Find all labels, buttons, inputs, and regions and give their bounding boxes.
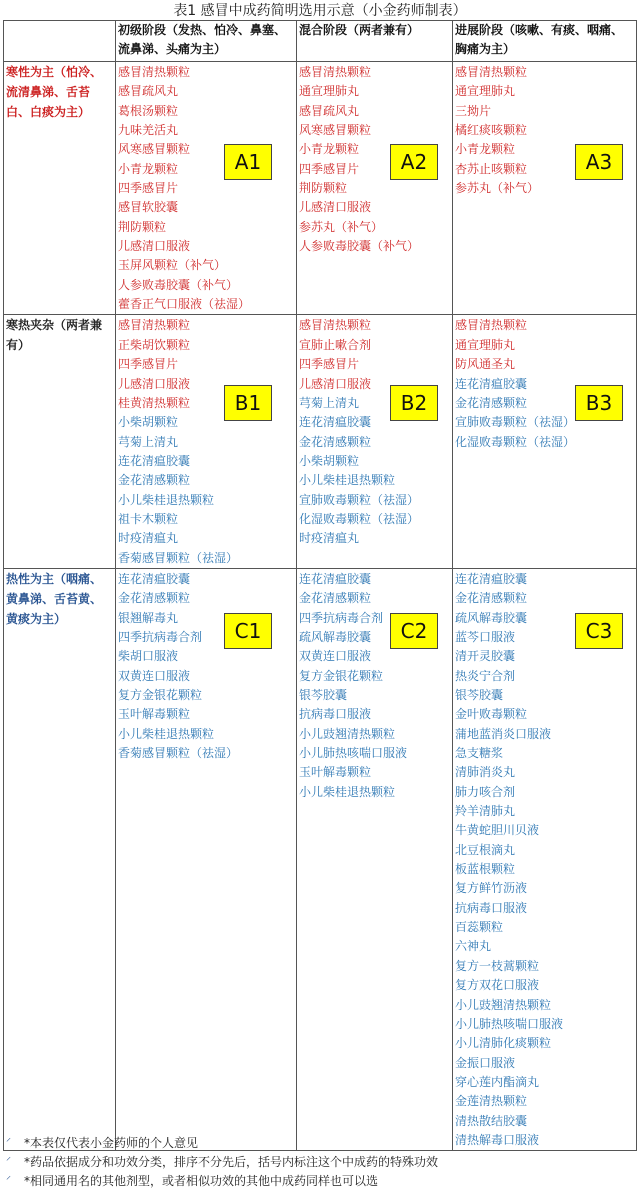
medicine-item: 风寒感冒颗粒 <box>118 142 191 157</box>
medicine-item: 感冒疏风丸 <box>299 103 360 118</box>
cell-C2 <box>297 568 453 1150</box>
medicine-item: 柴胡口服液 <box>118 649 179 664</box>
medicine-item: 四季感冒片 <box>299 161 360 176</box>
medicine-item: 金叶败毒颗粒 <box>455 707 528 722</box>
medicine-item: 清热解毒口服液 <box>455 1132 540 1147</box>
medicine-item: 双黄连口服液 <box>299 649 372 664</box>
medicine-item: 复方一枝蒿颗粒 <box>455 958 540 973</box>
table-title: 表1 感冒中成药简明选用示意（小金药师制表） <box>173 3 467 19</box>
medicine-item: 玉叶解毒颗粒 <box>118 707 191 722</box>
medicine-item: 感冒清热颗粒 <box>299 318 372 333</box>
medicine-item: 时疫清瘟丸 <box>118 531 179 546</box>
header-advanced-stage: 进展阶段（咳嗽、有痰、咽痛、胸痛为主） <box>453 21 637 62</box>
medicine-item: 儿感清口服液 <box>299 200 372 215</box>
medicine-item: 荆防颗粒 <box>118 219 167 234</box>
medicine-item: 三拗片 <box>455 103 492 118</box>
medicine-item: 时疫清瘟丸 <box>299 531 360 546</box>
note-mark-icon: ⸍ <box>6 1137 11 1148</box>
row-label-hot: 热性为主（咽痛、黄鼻涕、舌苔黄、黄痰为主） <box>4 568 116 1150</box>
medicine-item: 双黄连口服液 <box>118 668 191 683</box>
medicine-item: 小柴胡颗粒 <box>299 453 360 468</box>
medicine-item: 通宣理肺丸 <box>455 337 516 352</box>
cell-A1 <box>116 62 297 315</box>
medicine-item: 清热散结胶囊 <box>455 1113 528 1128</box>
tag-B1: B1 <box>224 385 272 421</box>
tag-A1: A1 <box>224 144 272 180</box>
medicine-item: 清开灵胶囊 <box>455 649 516 664</box>
medicine-item: 银芩胶囊 <box>455 688 504 702</box>
footnote <box>6 1172 636 1191</box>
medicine-item: 抗病毒口服液 <box>455 900 528 915</box>
medicine-item: 羚羊清肺丸 <box>455 804 516 819</box>
medicine-item: 百蕊颗粒 <box>455 920 504 935</box>
row-mixed-type <box>4 315 637 568</box>
cell-A2 <box>297 62 453 315</box>
med-list <box>455 570 634 1150</box>
medicine-item: 急支糖浆 <box>455 746 504 761</box>
medicine-item: 连花清瘟胶囊 <box>455 571 528 586</box>
medicine-item: 化湿败毒颗粒（祛湿） <box>455 434 576 449</box>
med-list-blue <box>118 413 294 568</box>
medicine-table <box>3 20 637 1151</box>
medicine-item: 荆防颗粒 <box>299 181 348 196</box>
tag-B3: B3 <box>575 385 623 421</box>
medicine-item: 抗病毒口服液 <box>299 707 372 722</box>
cell-B3 <box>453 315 637 568</box>
medicine-item: 金花清感颗粒 <box>118 591 191 606</box>
cell-C3 <box>453 568 637 1150</box>
medicine-item: 藿香正气口服液（祛湿） <box>118 297 251 312</box>
header-mixed-stage: 混合阶段（两者兼有） <box>297 21 453 62</box>
medicine-item: 参苏丸（补气） <box>299 219 384 234</box>
medicine-item: 防风通圣丸 <box>455 357 516 372</box>
header-initial-stage: 初级阶段（发热、怕冷、鼻塞、流鼻涕、头痛为主） <box>116 21 297 62</box>
medicine-item: 感冒清热颗粒 <box>118 318 191 333</box>
cell-A3 <box>453 62 637 315</box>
medicine-item: 桂黄清热颗粒 <box>118 395 191 410</box>
medicine-item: 四季感冒片 <box>118 357 179 372</box>
medicine-item: 北豆根滴丸 <box>455 842 516 857</box>
medicine-item: 穿心莲内酯滴丸 <box>455 1074 540 1089</box>
medicine-item: 金花清感颗粒 <box>299 434 372 449</box>
medicine-item: 芎菊上清丸 <box>299 395 360 410</box>
med-list-red <box>299 316 450 393</box>
medicine-item: 人参败毒胶囊（补气） <box>118 277 239 292</box>
tag-C3: C3 <box>575 613 623 649</box>
medicine-item: 儿感清口服液 <box>118 376 191 391</box>
medicine-item: 板蓝根颗粒 <box>455 862 516 877</box>
medicine-item: 人参败毒胶囊（补气） <box>299 239 420 254</box>
medicine-item: 银芩胶囊 <box>299 688 348 702</box>
footnotes <box>6 1134 636 1191</box>
medicine-item: 感冒疏风丸 <box>118 84 179 99</box>
medicine-item: 金花清感颗粒 <box>455 591 528 606</box>
med-list <box>118 570 294 763</box>
cell-C1 <box>116 568 297 1150</box>
medicine-item: 金振口服液 <box>455 1055 516 1070</box>
medicine-item: 玉屏风颗粒（补气） <box>118 258 227 273</box>
medicine-item: 小柴胡颗粒 <box>118 415 179 430</box>
medicine-item: 橘红痰咳颗粒 <box>455 123 528 138</box>
medicine-item: 复方金银花颗粒 <box>118 688 203 702</box>
medicine-item: 小青龙颗粒 <box>299 142 360 157</box>
medicine-item: 小儿柴桂退热颗粒 <box>118 492 215 507</box>
medicine-item: 连花清瘟胶囊 <box>118 571 191 586</box>
medicine-item: 祖卡木颗粒 <box>118 511 179 526</box>
med-list-red <box>455 316 634 374</box>
medicine-item: 疏风解毒胶囊 <box>455 610 528 625</box>
medicine-item: 小儿柴桂退热颗粒 <box>299 473 396 488</box>
medicine-item: 复方金银花颗粒 <box>299 668 384 683</box>
medicine-item: 金花清感颗粒 <box>118 473 191 488</box>
medicine-item: 玉叶解毒颗粒 <box>299 765 372 780</box>
medicine-item: 四季感冒片 <box>299 357 360 372</box>
medicine-item: 六神丸 <box>455 939 492 954</box>
medicine-item: 疏风解毒胶囊 <box>299 629 372 644</box>
tag-C2: C2 <box>390 613 438 649</box>
medicine-item: 连花清瘟胶囊 <box>455 376 528 391</box>
medicine-item: 蒲地蓝消炎口服液 <box>455 726 552 741</box>
medicine-item: 九味羌活丸 <box>118 123 179 138</box>
medicine-item: 金花清感颗粒 <box>455 395 528 410</box>
tag-A2: A2 <box>390 144 438 180</box>
medicine-item: 正柴胡饮颗粒 <box>118 337 191 352</box>
medicine-item: 儿感清口服液 <box>299 376 372 391</box>
tag-C1: C1 <box>224 613 272 649</box>
medicine-item: 蓝芩口服液 <box>455 629 516 644</box>
medicine-item: 香菊感冒颗粒（祛湿） <box>118 746 239 761</box>
medicine-item: 复方鲜竹沥液 <box>455 881 528 896</box>
medicine-item: 小儿肺热咳喘口服液 <box>299 746 408 761</box>
medicine-item: 通宣理肺丸 <box>455 84 516 99</box>
medicine-item: 芎菊上清丸 <box>118 434 179 449</box>
footnote-text: *相同通用名的其他剂型，或者相似功效的其他中成药同样也可以选 <box>24 1174 379 1188</box>
medicine-item: 小儿柴桂退热颗粒 <box>118 726 215 741</box>
medicine-item: 银翘解毒丸 <box>118 610 179 625</box>
row-label-mixed: 寒热夹杂（两者兼有） <box>4 315 116 568</box>
medicine-item: 小儿豉翘清热颗粒 <box>455 997 552 1012</box>
medicine-item: 宣肺止嗽合剂 <box>299 337 372 352</box>
medicine-item: 感冒清热颗粒 <box>455 65 528 79</box>
row-label-cold: 寒性为主（怕冷、流清鼻涕、舌苔白、白痰为主） <box>4 62 116 315</box>
cell-B1 <box>116 315 297 568</box>
medicine-item: 小青龙颗粒 <box>118 161 179 176</box>
medicine-item: 宣肺败毒颗粒（祛湿） <box>299 492 420 507</box>
header-corner <box>4 21 116 62</box>
medicine-item: 金莲清热颗粒 <box>455 1094 528 1109</box>
footnote-text: *药品依据成分和功效分类，排序不分先后，括号内标注这个中成药的特殊功效 <box>24 1155 439 1169</box>
medicine-item: 连花清瘟胶囊 <box>299 415 372 430</box>
tag-A3: A3 <box>575 144 623 180</box>
medicine-item: 葛根汤颗粒 <box>118 103 179 118</box>
medicine-item: 复方双花口服液 <box>455 978 540 993</box>
medicine-item: 连花清瘟胶囊 <box>299 571 372 586</box>
medicine-item: 肺力咳合剂 <box>455 784 516 799</box>
footnote <box>6 1134 636 1153</box>
note-mark-icon: ⸍ <box>6 1156 11 1167</box>
medicine-item: 感冒软胶囊 <box>118 200 179 215</box>
medicine-item: 小儿肺热咳喘口服液 <box>455 1016 564 1031</box>
medicine-item: 感冒清热颗粒 <box>455 318 528 333</box>
medicine-item: 四季抗病毒合剂 <box>118 629 203 644</box>
medicine-item: 感冒清热颗粒 <box>118 65 191 79</box>
tag-B2: B2 <box>390 385 438 421</box>
medicine-item: 牛黄蛇胆川贝液 <box>455 823 540 838</box>
medicine-item: 通宣理肺丸 <box>299 84 360 99</box>
cell-B2 <box>297 315 453 568</box>
medicine-item: 小青龙颗粒 <box>455 142 516 157</box>
medicine-item: 四季感冒片 <box>118 181 179 196</box>
footnote <box>6 1153 636 1172</box>
medicine-item: 四季抗病毒合剂 <box>299 610 384 625</box>
medicine-item: 连花清瘟胶囊 <box>118 453 191 468</box>
medicine-item: 小儿清肺化痰颗粒 <box>455 1036 552 1051</box>
medicine-item: 参苏丸（补气） <box>455 181 540 196</box>
header-row <box>4 21 637 62</box>
medicine-item: 热炎宁合剂 <box>455 668 516 683</box>
medicine-item: 杏苏止咳颗粒 <box>455 161 528 176</box>
medicine-item: 宣肺败毒颗粒（祛湿） <box>455 415 576 430</box>
medicine-item: 化湿败毒颗粒（祛湿） <box>299 511 420 526</box>
row-hot-type <box>4 568 637 1150</box>
medicine-item: 风寒感冒颗粒 <box>299 123 372 138</box>
medicine-item: 香菊感冒颗粒（祛湿） <box>118 550 239 565</box>
medicine-item: 小儿豉翘清热颗粒 <box>299 726 396 741</box>
note-mark-icon: ⸍ <box>6 1175 11 1186</box>
medicine-item: 小儿柴桂退热颗粒 <box>299 784 396 799</box>
row-cold-type <box>4 62 637 315</box>
footnote-text: *本表仅代表小金药师的个人意见 <box>24 1136 199 1150</box>
medicine-item: 儿感清口服液 <box>118 239 191 254</box>
medicine-item: 清肺消炎丸 <box>455 765 516 780</box>
medicine-item: 金花清感颗粒 <box>299 591 372 606</box>
med-list <box>118 63 294 314</box>
medicine-item: 感冒清热颗粒 <box>299 65 372 79</box>
med-list <box>299 570 450 802</box>
